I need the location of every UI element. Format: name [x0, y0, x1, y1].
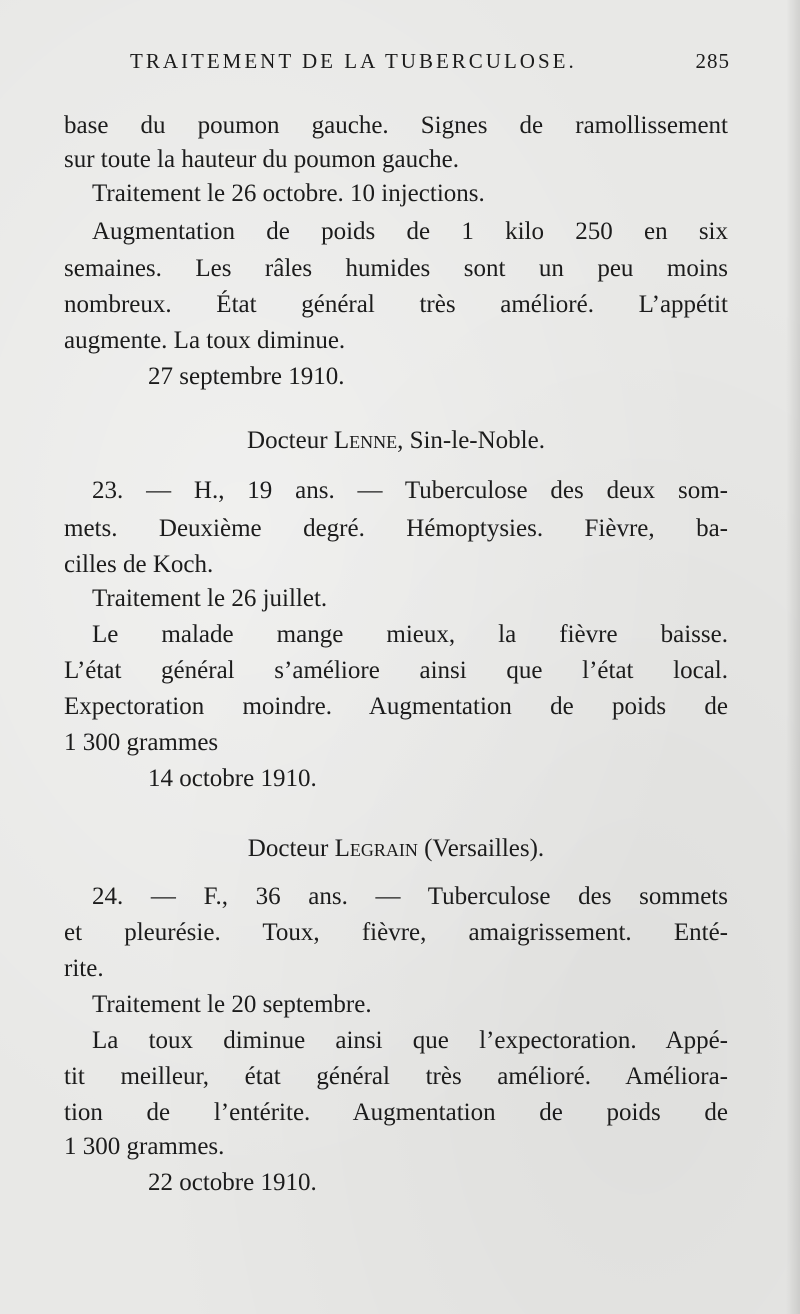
text-line: Traitement le 26 juillet.: [92, 585, 328, 612]
text-line: base du poumon gauche. Signes de ramollissement: [64, 112, 728, 139]
author-name: Lenne: [333, 427, 398, 454]
text-line: semaines. Les râles humides sont un peu moins: [64, 255, 728, 282]
running-title: TRAITEMENT DE LA TUBERCULOSE.: [130, 49, 577, 73]
date-line: 14 octobre 1910.: [148, 765, 317, 792]
text-line: tion de l’entérite. Augmentation de poids de: [64, 1099, 728, 1126]
text-line: 24. — F., 36 ans. — Tuberculose des sommets: [92, 883, 728, 910]
text-line: sur toute la hauteur du poumon gauche.: [64, 146, 460, 173]
text-line: mets. Deuxième degré. Hémoptysies. Fièvre, ba-: [64, 515, 728, 542]
author-prefix: Docteur: [247, 427, 334, 454]
text-line: Traitement le 26 octobre. 10 injections.: [92, 180, 485, 207]
text-line: Le malade mange mieux, la fièvre baisse.: [92, 621, 728, 648]
author-name: Legrain: [334, 835, 418, 862]
text-line: L’état général s’améliore ainsi que l’état local.: [64, 657, 728, 684]
text-line: nombreux. État général très amélioré. L’appétit: [64, 291, 728, 318]
text-line: rite.: [64, 955, 104, 982]
text-line: et pleurésie. Toux, fièvre, amaigrissement. Enté-: [64, 919, 728, 946]
text-line: 23. — H., 19 ans. — Tuberculose des deux som-: [92, 477, 728, 504]
text-line: Expectoration moindre. Augmentation de poids de: [64, 693, 728, 720]
text-line: augmente. La toux diminue.: [64, 327, 346, 354]
running-head: [130, 46, 730, 76]
text-line: 1 300 grammes: [64, 729, 219, 756]
text-line: tit meilleur, état général très amélioré. Améliora-: [64, 1063, 728, 1090]
text-line: cilles de Koch.: [64, 551, 214, 578]
page-edge-shadow: [786, 0, 800, 1314]
text-line: 1 300 grammes.: [64, 1133, 225, 1160]
text-line: Augmentation de poids de 1 kilo 250 en six: [92, 218, 728, 245]
author-prefix: Docteur: [247, 835, 335, 862]
text-line: Traitement le 20 septembre.: [92, 991, 372, 1018]
author-place: , Sin-le-Noble.: [397, 427, 545, 454]
page-number: 285: [695, 49, 730, 73]
author-line: [64, 424, 728, 458]
date-line: 22 octobre 1910.: [148, 1169, 317, 1196]
date-line: 27 septembre 1910.: [148, 363, 345, 390]
author-line: [64, 832, 728, 866]
author-place: (Versailles).: [417, 835, 545, 862]
text-line: La toux diminue ainsi que l’expectoration. Appé-: [92, 1027, 728, 1054]
